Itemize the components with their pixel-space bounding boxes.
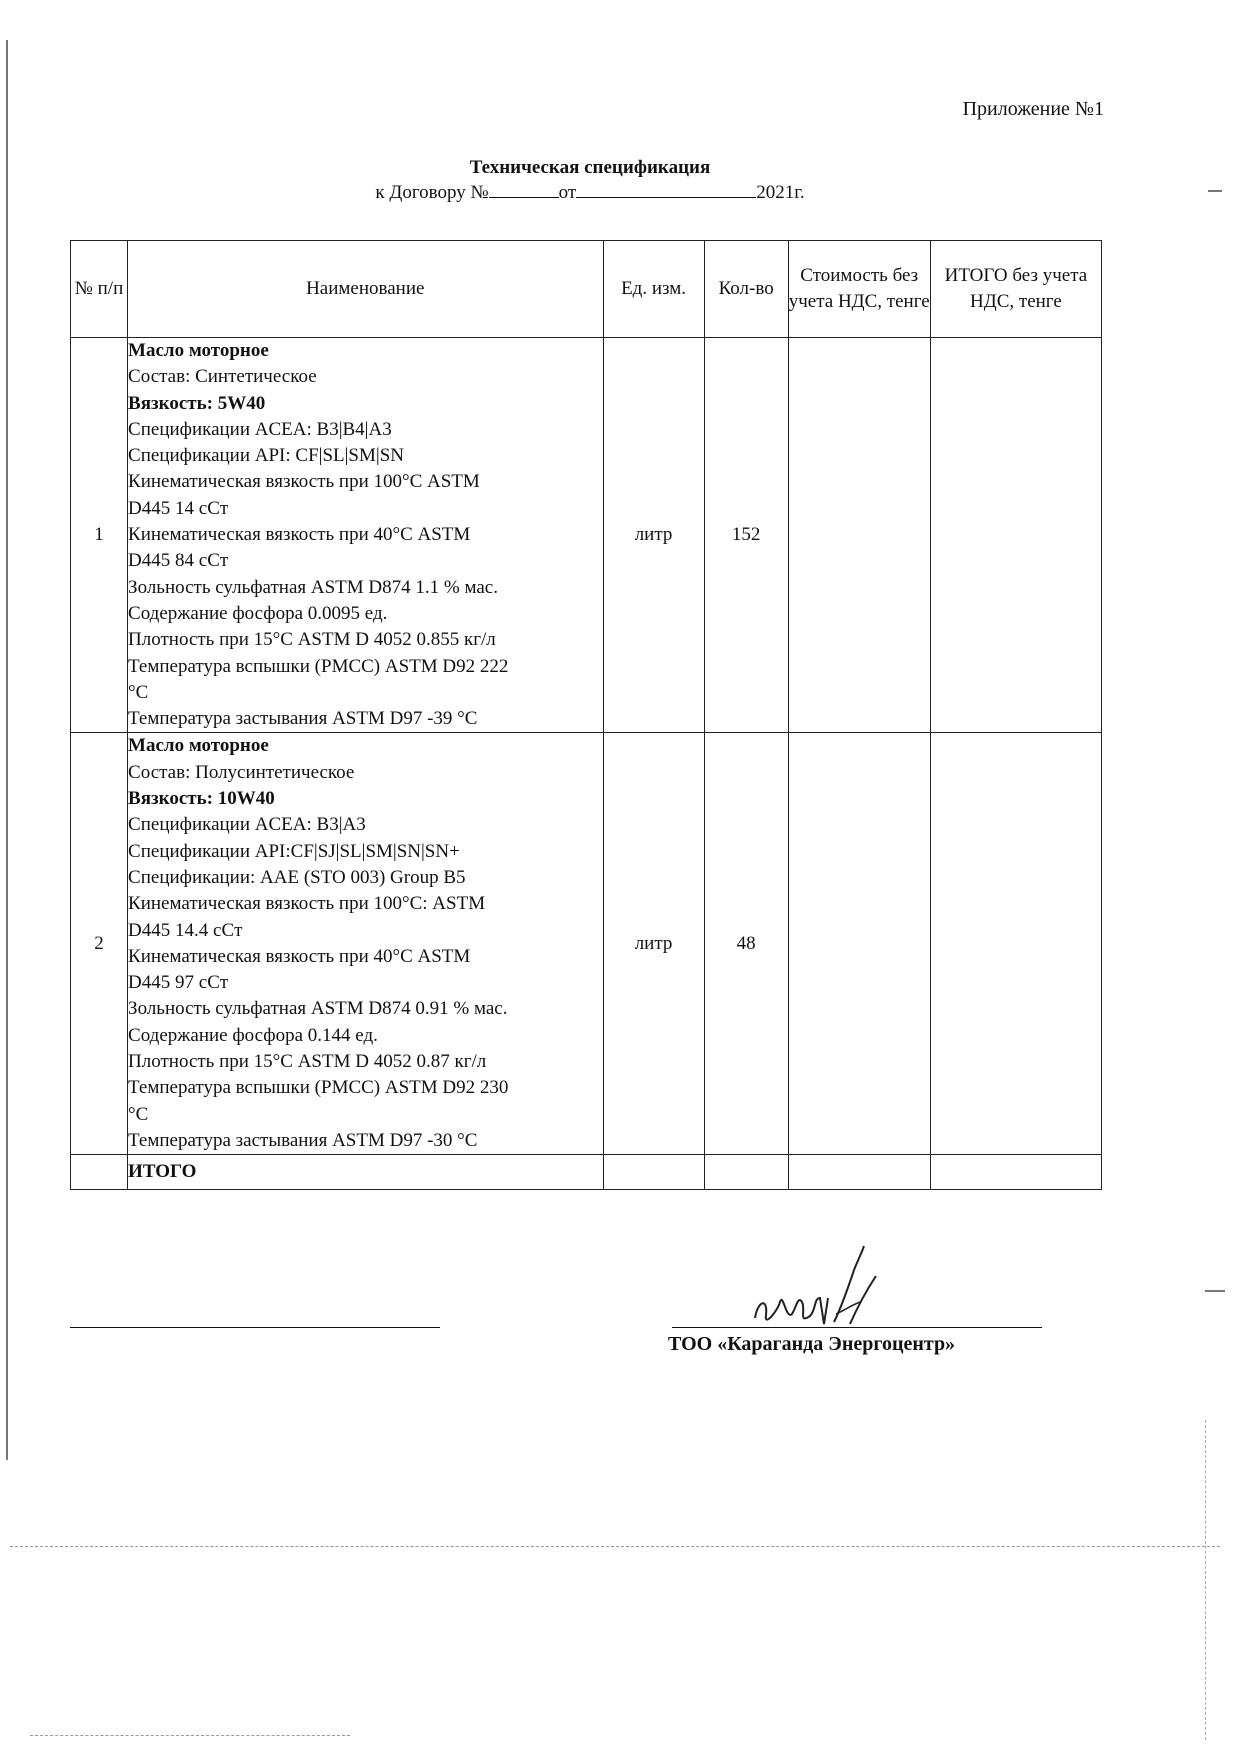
- desc-line: Кинематическая вязкость при 40°С ASTM: [128, 945, 471, 967]
- desc-line: Состав: Полусинтетическое: [128, 761, 355, 783]
- row-total: [930, 338, 1101, 733]
- desc-line: Содержание фосфора 0.144 ед.: [128, 1024, 378, 1046]
- desc-line: Масло моторное: [128, 340, 269, 361]
- row-num: 1: [71, 338, 128, 733]
- table-header-row: [71, 241, 1102, 338]
- desc-line: Спецификации ACEA: B3|A3: [128, 814, 366, 836]
- desc-line: Температура вспышки (PMCC) ASTM D92 222: [128, 655, 509, 677]
- header-total: ИТОГО без учета НДС, тенге: [930, 241, 1101, 338]
- desc-line: Спецификации: AAE (STO 003) Group B5: [128, 866, 466, 888]
- header-unit: Ед. изм.: [603, 241, 704, 338]
- company-name: ТОО «Караганда Энергоцентр»: [668, 1333, 956, 1355]
- total-label: ИТОГО: [128, 1155, 603, 1190]
- total-num-cell: [71, 1155, 128, 1190]
- specification-table: [70, 240, 1102, 1190]
- row-num: 2: [71, 733, 128, 1155]
- desc-line: Вязкость: 10W40: [128, 788, 275, 810]
- row-description: [128, 733, 603, 1155]
- desc-line: Вязкость: 5W40: [128, 392, 266, 414]
- scan-dotted-line: [1205, 1420, 1206, 1740]
- desc-line: Кинематическая вязкость при 100°С: ASTM: [128, 893, 486, 915]
- desc-line: Температура вспышки (PMCC) ASTM D92 230: [128, 1077, 509, 1099]
- table-row: [71, 338, 1102, 733]
- desc-line: D445 14.4 cCт: [128, 919, 243, 941]
- buyer-signature-line: [70, 1327, 440, 1328]
- total-row: [71, 1155, 1102, 1190]
- desc-line: Состав: Синтетическое: [128, 366, 317, 388]
- desc-line: °C: [128, 1103, 149, 1125]
- desc-line: Спецификации API:CF|SJ|SL|SM|SN|SN+: [128, 840, 460, 862]
- desc-line: Кинематическая вязкость при 100°С ASTM: [128, 471, 480, 493]
- scan-edge-mark: [6, 40, 8, 1460]
- desc-line: Температура застывания ASTM D97 -30 °C: [128, 1129, 478, 1151]
- desc-line: Спецификации API: CF|SL|SM|SN: [128, 445, 404, 467]
- desc-line: Зольность сульфатная ASTM D874 1.1 % мас.: [128, 576, 498, 598]
- scan-dotted-line: [30, 1735, 350, 1736]
- appendix-label: Приложение №1: [962, 98, 1104, 120]
- row-cost: [788, 733, 930, 1155]
- desc-line: Кинематическая вязкость при 40°С ASTM: [128, 524, 471, 546]
- total-unit-cell: [603, 1155, 704, 1190]
- desc-line: Зольность сульфатная ASTM D874 0.91 % мас.: [128, 998, 508, 1020]
- header-num: № п/п: [71, 241, 128, 338]
- total-sum-cell: [930, 1155, 1101, 1190]
- desc-line: Масло моторное: [128, 735, 269, 757]
- row-total: [930, 733, 1101, 1155]
- contract-year: 2021г.: [756, 182, 805, 203]
- header-qty: Кол-во: [704, 241, 788, 338]
- scan-edge-mark: [1208, 190, 1222, 192]
- total-qty-cell: [704, 1155, 788, 1190]
- desc-line: Температура застывания ASTM D97 -39 °C: [128, 708, 478, 730]
- row-qty: 152: [704, 338, 788, 733]
- row-unit: литр: [603, 338, 704, 733]
- desc-line: D445 84 cCт: [128, 550, 229, 572]
- desc-line: Плотность при 15°С ASTM D 4052 0.87 кг/л: [128, 1051, 487, 1073]
- contract-from: от: [558, 182, 577, 203]
- row-description: [128, 338, 603, 733]
- scan-edge-mark: [1205, 1290, 1225, 1292]
- contract-prefix: к Договору №: [375, 182, 489, 203]
- desc-line: Плотность при 15°С ASTM D 4052 0.855 кг/л: [128, 629, 496, 651]
- handwritten-signature: [750, 1240, 900, 1335]
- desc-line: Спецификации ACEA: B3|B4|A3: [128, 418, 392, 440]
- total-cost-cell: [788, 1155, 930, 1190]
- desc-line: D445 14 cCт: [128, 497, 229, 519]
- header-cost: Стоимость без учета НДС, тенге: [788, 241, 930, 338]
- contract-number-blank: [489, 181, 559, 198]
- row-cost: [788, 338, 930, 733]
- document-title: Техническая спецификация: [469, 157, 711, 178]
- scan-dotted-line: [10, 1546, 1220, 1547]
- desc-line: D445 97 cCт: [128, 972, 229, 994]
- document-subtitle: [0, 181, 1180, 204]
- desc-line: °C: [128, 681, 149, 703]
- row-unit: литр: [603, 733, 704, 1155]
- contract-date-blank: [576, 181, 756, 198]
- desc-line: Содержание фосфора 0.0095 ед.: [128, 602, 388, 624]
- row-qty: 48: [704, 733, 788, 1155]
- header-name: Наименование: [128, 241, 603, 338]
- table-row: [71, 733, 1102, 1155]
